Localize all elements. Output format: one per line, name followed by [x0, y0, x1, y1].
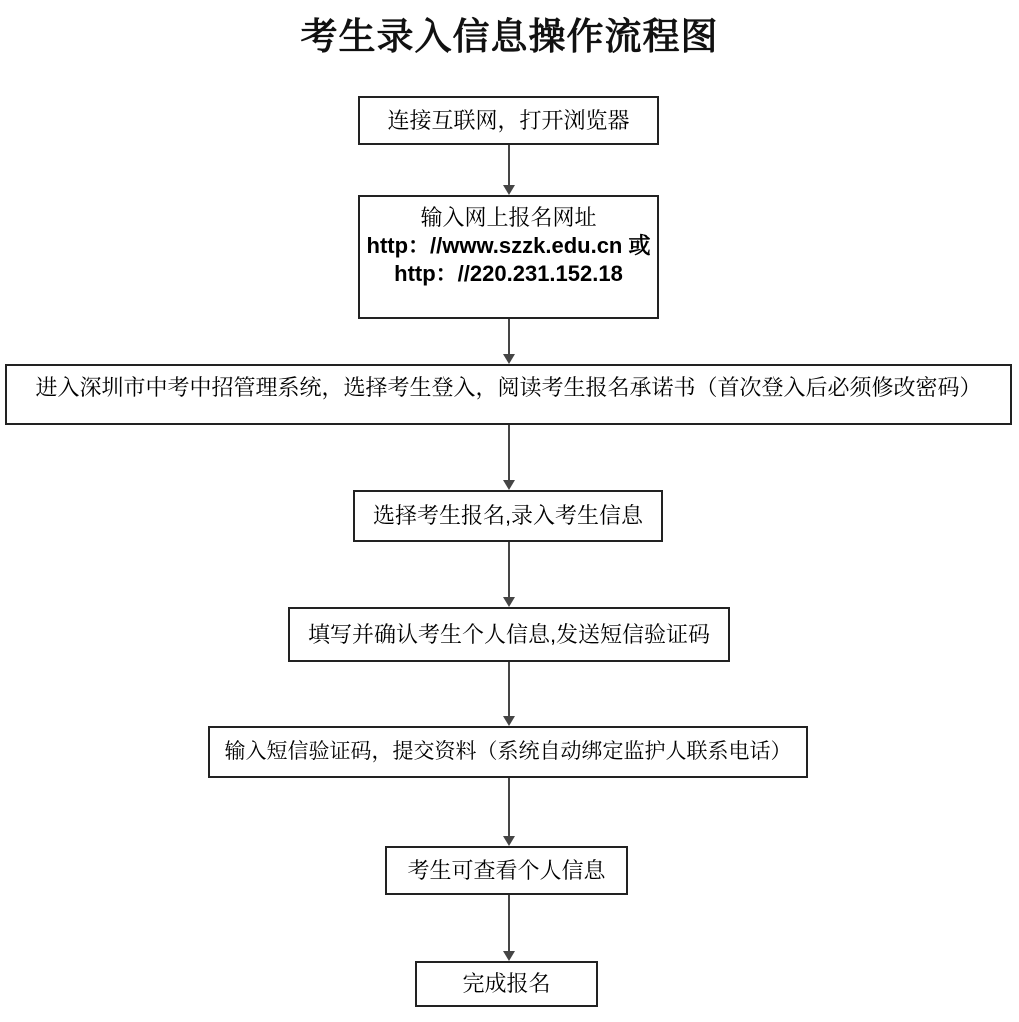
- arrow-down-icon: [508, 425, 510, 481]
- flow-step-fill-confirm-info: [288, 607, 730, 662]
- flowchart-title: 考生录入信息操作流程图: [300, 16, 719, 57]
- flow-step-label: 选择考生报名,录入考生信息: [372, 503, 644, 528]
- flow-step-enter-url: [358, 195, 659, 319]
- flow-step-label: 输入短信验证码，提交资料（系统自动绑定监护人联系电话）: [224, 740, 792, 763]
- flow-step-select-register: [353, 490, 663, 542]
- arrow-down-icon: [508, 778, 510, 837]
- flow-step-label: 输入网上报名网址: [420, 205, 597, 230]
- arrow-down-icon: [508, 145, 510, 186]
- flow-step-label: 连接互联网，打开浏览器: [387, 107, 630, 133]
- registration-url-secondary: http：//220.231.152.18: [394, 261, 623, 286]
- flow-step-finish-registration: [415, 961, 598, 1007]
- flow-step-label: 考生可查看个人信息: [407, 857, 606, 883]
- flow-step-label: 填写并确认考生个人信息,发送短信验证码: [307, 621, 711, 647]
- arrow-down-icon: [508, 319, 510, 355]
- flow-step-login-system: [5, 364, 1012, 425]
- arrow-down-icon: [508, 895, 510, 952]
- flow-step-connect-internet: [358, 96, 659, 145]
- flow-step-label: 进入深圳市中考中招管理系统，选择考生登入，阅读考生报名承诺书（首次登入后必须修改密码）: [35, 375, 982, 400]
- arrow-down-icon: [508, 542, 510, 598]
- flow-step-label: 完成报名: [462, 971, 551, 996]
- flow-step-submit-materials: [208, 726, 808, 778]
- flow-step-view-personal-info: [385, 846, 628, 895]
- arrow-down-icon: [508, 662, 510, 717]
- registration-url-primary: http：//www.szzk.edu.cn 或: [366, 233, 651, 258]
